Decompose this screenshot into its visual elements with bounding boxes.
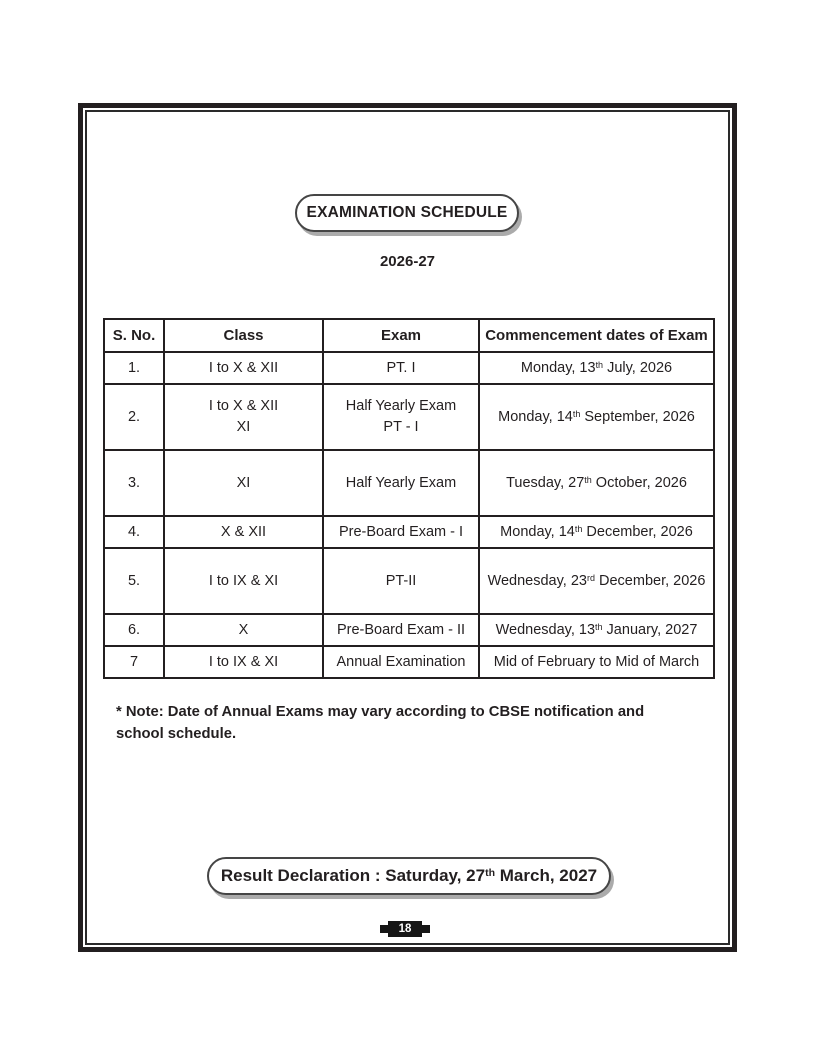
ordinal-superscript: rd xyxy=(586,572,595,583)
cell-sno: 7 xyxy=(104,646,164,678)
ordinal-superscript: th xyxy=(584,474,592,485)
cell-exam: Pre-Board Exam - I xyxy=(323,516,479,548)
date-text: Wednesday, 13 xyxy=(495,622,596,638)
table-row xyxy=(104,384,714,450)
date-text: July, 2026 xyxy=(603,360,673,376)
session-label: 2026-27 xyxy=(379,253,436,270)
cell-date xyxy=(479,516,714,548)
ordinal-superscript: th xyxy=(595,359,604,370)
cell-date xyxy=(479,352,714,384)
cell-exam: Annual Examination xyxy=(323,646,479,678)
cell-sno: 5. xyxy=(104,548,164,614)
date-text: Monday, 14 xyxy=(498,409,573,425)
class-line: XI xyxy=(236,419,251,435)
date-text: September, 2026 xyxy=(580,409,695,425)
page-number-badge: 18 xyxy=(388,921,422,937)
result-text: March, 2027 xyxy=(495,866,598,885)
ordinal-superscript: th xyxy=(595,621,603,632)
cell-date xyxy=(479,450,714,516)
cell-class: I to X & XII xyxy=(164,352,323,384)
cell-sno: 4. xyxy=(104,516,164,548)
date-text: Wednesday, 23 xyxy=(487,573,587,589)
date-text: Mid of February to Mid of March xyxy=(493,654,700,670)
column-header-date: Commencement dates of Exam xyxy=(479,319,714,352)
column-header-class: Class xyxy=(164,319,323,352)
table-row xyxy=(104,450,714,516)
cell-date xyxy=(479,384,714,450)
cell-class: X & XII xyxy=(164,516,323,548)
date-text: December, 2026 xyxy=(594,573,706,589)
ordinal-superscript: th xyxy=(572,408,581,419)
cell-date xyxy=(479,614,714,646)
date-text: Monday, 14 xyxy=(500,524,575,540)
cell-class: I to IX & XI xyxy=(164,548,323,614)
table-row xyxy=(104,548,714,614)
exam-line: PT - I xyxy=(383,419,419,435)
result-declaration-pill xyxy=(207,857,611,895)
exam-line: Half Yearly Exam xyxy=(345,397,457,414)
table-header-row xyxy=(104,319,714,352)
class-line: I to X & XII xyxy=(208,397,279,414)
cell-exam: PT-II xyxy=(323,548,479,614)
date-text: January, 2027 xyxy=(602,622,698,638)
note-text: * Note: Date of Annual Exams may vary according to CBSE notification and school schedule. xyxy=(116,704,645,742)
result-text: Result Declaration : Saturday, 27 xyxy=(220,866,486,885)
page-title: EXAMINATION SCHEDULE xyxy=(306,204,508,221)
date-text: Tuesday, 27 xyxy=(506,475,585,491)
cell-date xyxy=(479,548,714,614)
cell-class: I to IX & XI xyxy=(164,646,323,678)
title-pill xyxy=(295,194,519,232)
cell-exam xyxy=(323,384,479,450)
ordinal-superscript: th xyxy=(574,523,583,534)
date-text: Monday, 13 xyxy=(520,360,596,376)
cell-exam: Pre-Board Exam - II xyxy=(323,614,479,646)
column-header-exam: Exam xyxy=(323,319,479,352)
cell-class: X xyxy=(164,614,323,646)
cell-date xyxy=(479,646,714,678)
cell-exam: PT. I xyxy=(323,352,479,384)
cell-sno: 3. xyxy=(104,450,164,516)
cell-sno: 1. xyxy=(104,352,164,384)
date-text: October, 2026 xyxy=(591,475,687,491)
cell-class: XI xyxy=(164,450,323,516)
column-header-sno: S. No. xyxy=(104,319,164,352)
ordinal-superscript: th xyxy=(485,867,496,880)
table-row xyxy=(104,352,714,384)
cell-class xyxy=(164,384,323,450)
cell-exam: Half Yearly Exam xyxy=(323,450,479,516)
date-text: December, 2026 xyxy=(582,524,693,540)
exam-schedule-table xyxy=(103,318,715,679)
table-row xyxy=(104,516,714,548)
cell-sno: 2. xyxy=(104,384,164,450)
table-row xyxy=(104,614,714,646)
table-row xyxy=(104,646,714,678)
cell-sno: 6. xyxy=(104,614,164,646)
